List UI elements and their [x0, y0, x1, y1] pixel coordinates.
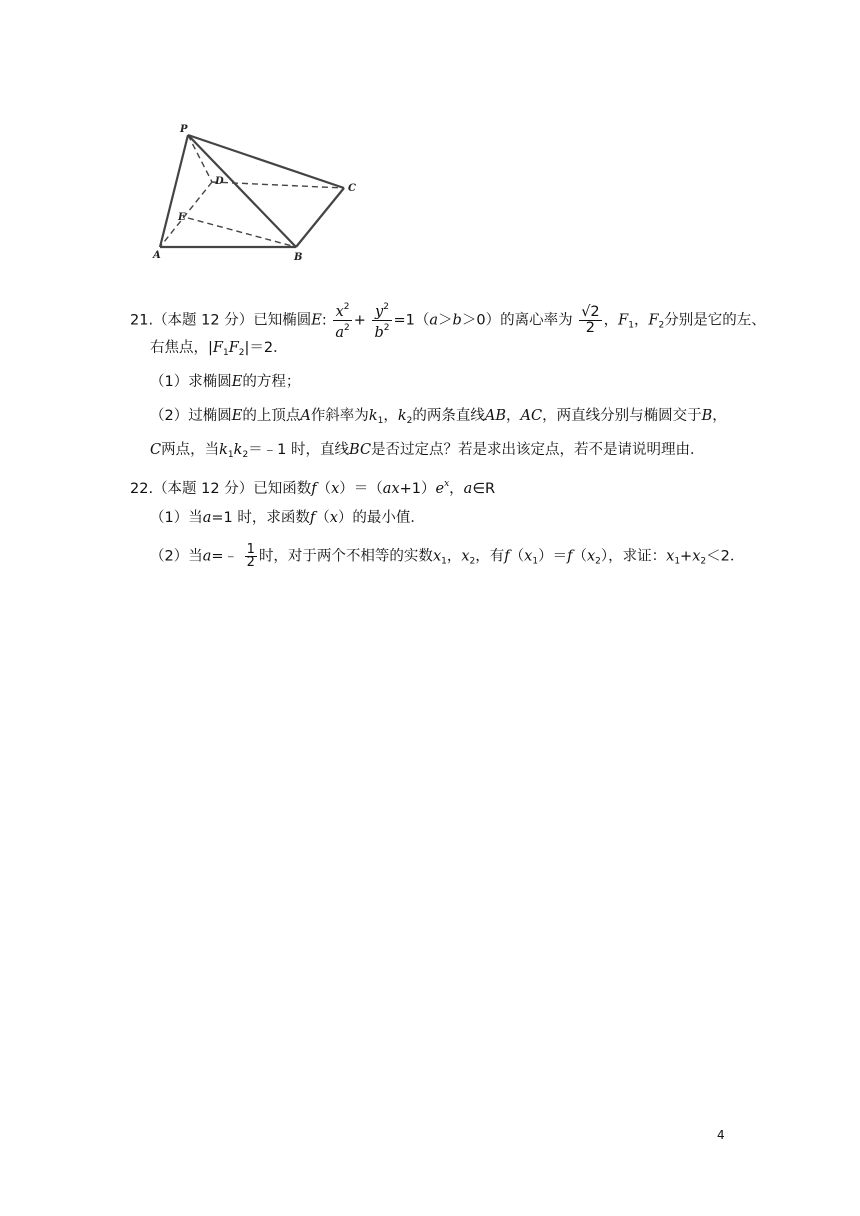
edge-BC — [296, 188, 344, 247]
label-D: D — [215, 176, 224, 187]
label-B: B — [294, 252, 303, 263]
q22-part1: （1）当a=1 时，求函数f（x）的最小值． — [150, 510, 425, 526]
label-A: A — [153, 250, 161, 261]
fraction-one-half: $\frac{1}{2}$ — [246, 542, 255, 570]
q22-line1: 22.（本题 12 分）已知函数$f(x)=(ax+1)e^x$，a∈R — [130, 479, 496, 497]
q22-number: 22. — [130, 481, 154, 497]
label-E: E — [178, 212, 186, 223]
fraction-y2-b2: $\frac{y^2}{b^2}$ — [374, 302, 390, 341]
q21-part2: （2）过椭圆E的上顶点A作斜率为$k_1$，$k_2$的两条直线AB，AC，两直线分别与椭圆交于B， — [150, 408, 727, 426]
q21-line1: 21.（本题 12 分）已知椭圆E: $\frac{x^2}{a^2}$ + $\frac{y^2}{b^2}$ =1（a＞b＞0）的离心率为 $\frac{√2}{2}$ ，$F_1$，$F_2$分别是它的左、 — [130, 302, 766, 341]
q21-part2-cont: C两点，当$k_1k_2=﹣1$ 时，直线BC是否过定点？若是求出该定点，若不是请说明理由． — [150, 442, 705, 460]
q21-part1: （1）求椭圆E的方程； — [150, 374, 301, 390]
fraction-x2-a2: $\frac{x^2}{a^2}$ — [335, 302, 350, 341]
edge-EB-dashed — [188, 218, 296, 247]
page-number: 4 — [717, 1128, 725, 1142]
q21-number: 21. — [130, 312, 154, 329]
q22-part2: （2）当a=﹣ $\frac{1}{2}$ 时，对于两个不相等的实数$x_1$，$x_2$，有$f(x_1)=f(x_2)$，求证：$x_1+x_2<2$． — [150, 542, 745, 570]
fraction-sqrt2-2: $\frac{√2}{2}$ — [581, 304, 600, 336]
label-P: P — [180, 124, 188, 135]
pyramid-figure — [148, 120, 378, 265]
q21-line2: 右焦点，$|F_1F_2|=2$． — [150, 340, 288, 358]
edge-DC-dashed — [212, 182, 344, 188]
label-C: C — [348, 183, 356, 194]
